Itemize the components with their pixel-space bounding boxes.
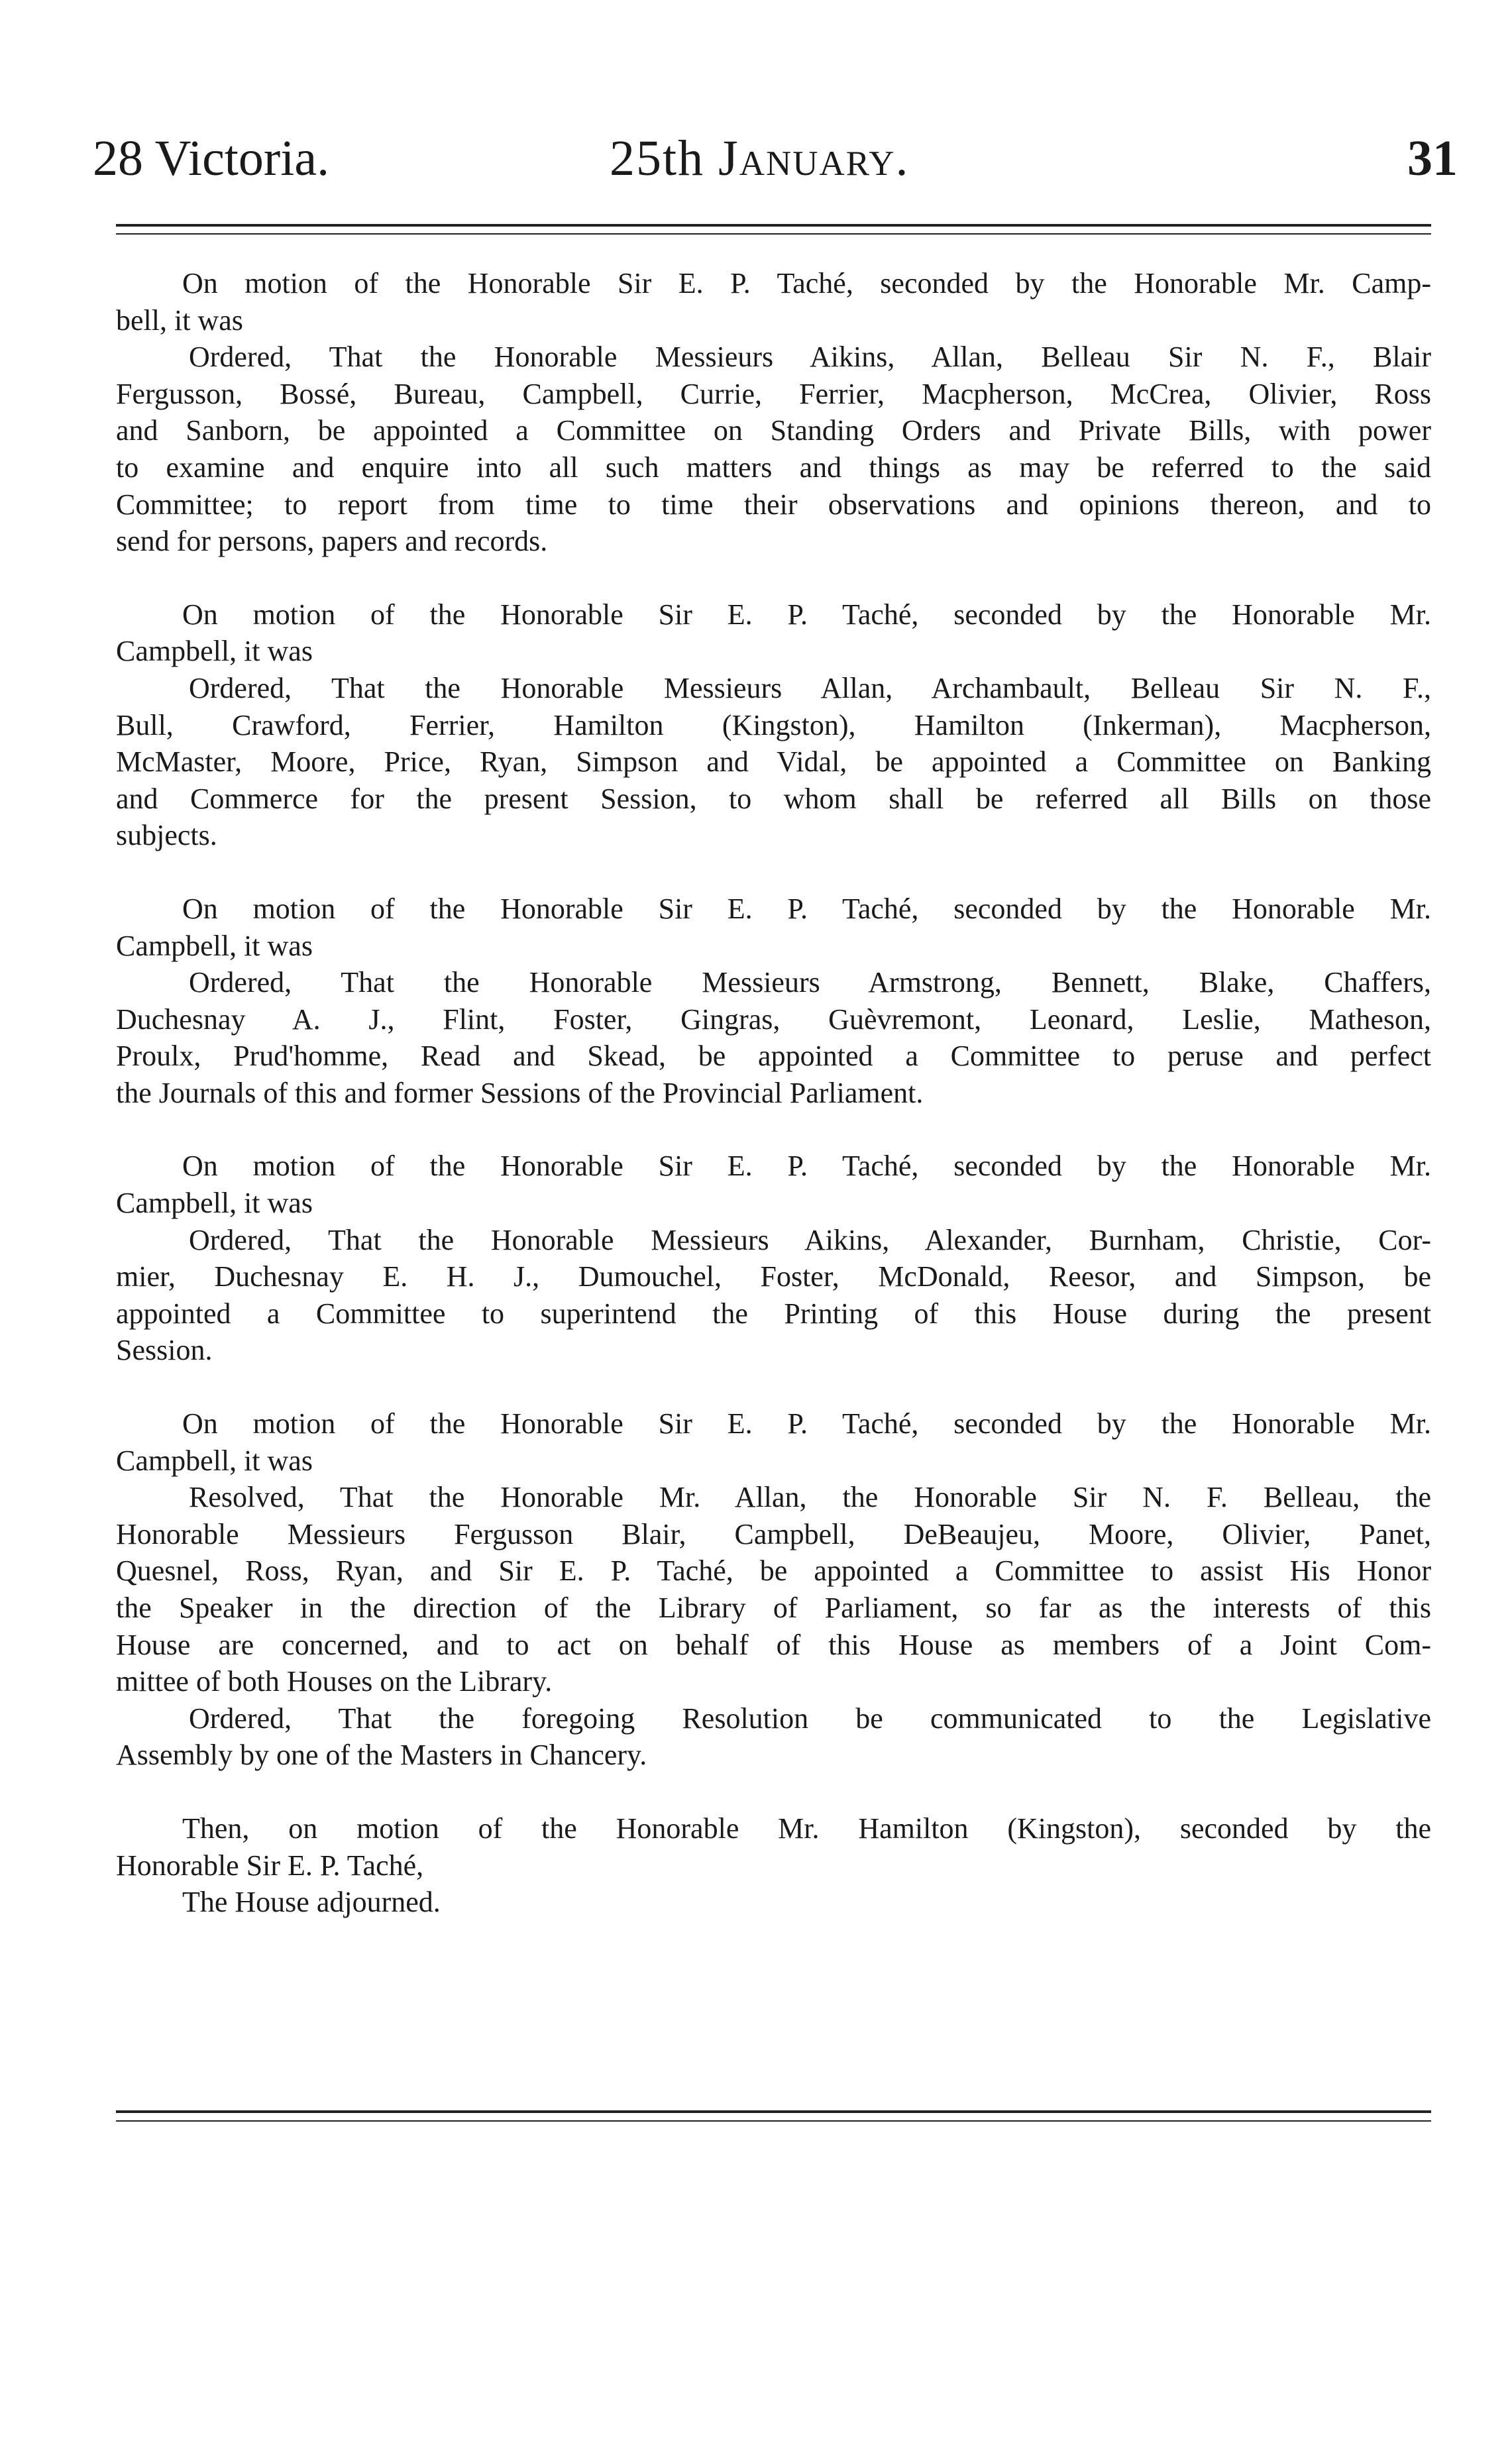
text-line: appointed a Committee to superintend the Printing of this House during the present [116,1297,1431,1330]
paragraph-banking-commerce [116,596,1431,854]
text-line: Then, on motion of the Honorable Mr. Hamilton (Kingston), seconded by the [182,1812,1431,1845]
paragraph-printing [116,1148,1431,1369]
text-line: Proulx, Prud'homme, Read and Skead, be appointed a Committee to peruse and perfect [116,1040,1431,1073]
footer-rule-top [116,2110,1431,2113]
header-date [610,130,910,188]
text-line: Fergusson, Bossé, Bureau, Campbell, Currie, Ferrier, Macpherson, McCrea, Olivier, Ross [116,377,1431,410]
text-line: Honorable Sir E. P. Taché, [116,1849,424,1882]
text-line: On motion of the Honorable Sir E. P. Taché, seconded by the Honorable Mr. [182,1150,1431,1183]
text-line: Honorable Messieurs Fergusson Blair, Campbell, DeBeaujeu, Moore, Olivier, Panet, [116,1517,1431,1550]
text-line: Campbell, it was [116,929,313,962]
text-line: bell, it was [116,303,243,337]
header-rule-top [116,224,1431,227]
text-line: McMaster, Moore, Price, Ryan, Simpson and Vidal, be appointed a Committee on Banking [116,745,1431,779]
header-month: January. [718,131,910,186]
text-line: mittee of both Houses on the Library. [116,1665,553,1698]
paragraph-journals [116,891,1431,1112]
text-line: On motion of the Honorable Sir E. P. Taché, seconded by the Honorable Mr. Camp- [182,267,1431,299]
journal-body [116,265,1431,1957]
text-line: Ordered, That the Honorable Messieurs Aikins, Alexander, Burnham, Christie, Cor- [189,1223,1431,1256]
page-header [93,130,1458,203]
text-line: Committee; to report from time to time their observations and opinions thereon, and to [116,488,1431,521]
text-line: and Commerce for the present Session, to whom shall be referred all Bills on those [116,782,1431,815]
text-line: House are concerned, and to act on behalf of this House as members of a Joint Com- [116,1628,1431,1661]
text-line: send for persons, papers and records. [116,525,548,558]
text-line: Ordered, That the foregoing Resolution be communicated to the Legislative [189,1702,1431,1735]
page-number: 31 [1407,131,1458,186]
text-line: On motion of the Honorable Sir E. P. Taché, seconded by the Honorable Mr. [182,892,1431,925]
text-line: Ordered, That the Honorable Messieurs Aikins, Allan, Belleau Sir N. F., Blair [189,341,1431,374]
text-line: Resolved, That the Honorable Mr. Allan, the Honorable Sir N. F. Belleau, the [189,1481,1431,1514]
text-line: On motion of the Honorable Sir E. P. Taché, seconded by the Honorable Mr. [182,598,1431,631]
text-line: Ordered, That the Honorable Messieurs Armstrong, Bennett, Blake, Chaffers, [189,966,1431,999]
header-rule-bottom [116,233,1431,235]
paragraph-standing-orders [116,265,1431,560]
text-line: Session. [116,1334,213,1367]
text-line: Duchesnay A. J., Flint, Foster, Gingras, Guèvremont, Leonard, Leslie, Matheson, [116,1003,1431,1036]
text-line: mier, Duchesnay E. H. J., Dumouchel, Foster, McDonald, Reesor, and Simpson, be [116,1260,1431,1293]
text-line: The House adjourned. [182,1886,441,1919]
text-line: Assembly by one of the Masters in Chancery. [116,1739,647,1772]
footer-rule-bottom [116,2120,1431,2122]
paragraph-adjournment [116,1810,1431,1921]
text-line: the Speaker in the direction of the Library of Parliament, so far as the interests of this [116,1592,1431,1624]
text-line: and Sanborn, be appointed a Committee on Standing Orders and Private Bills, with power [116,414,1431,447]
header-session: 28 Victoria. [93,131,330,186]
paragraph-library [116,1405,1431,1774]
header-day: 25th [610,131,705,186]
text-line: Bull, Crawford, Ferrier, Hamilton (Kingston), Hamilton (Inkerman), Macpherson, [116,708,1431,741]
text-line: Ordered, That the Honorable Messieurs Allan, Archambault, Belleau Sir N. F., [189,671,1431,704]
text-line: Campbell, it was [116,1187,313,1220]
text-line: to examine and enquire into all such matters and things as may be referred to the said [116,451,1431,484]
text-line: the Journals of this and former Sessions of the Provincial Parliament. [116,1076,924,1109]
text-line: On motion of the Honorable Sir E. P. Taché, seconded by the Honorable Mr. [182,1407,1431,1440]
text-line: Quesnel, Ross, Ryan, and Sir E. P. Taché, be appointed a Committee to assist His Honor [116,1554,1431,1588]
text-line: Campbell, it was [116,635,313,668]
text-line: subjects. [116,819,217,852]
text-line: Campbell, it was [116,1444,313,1477]
